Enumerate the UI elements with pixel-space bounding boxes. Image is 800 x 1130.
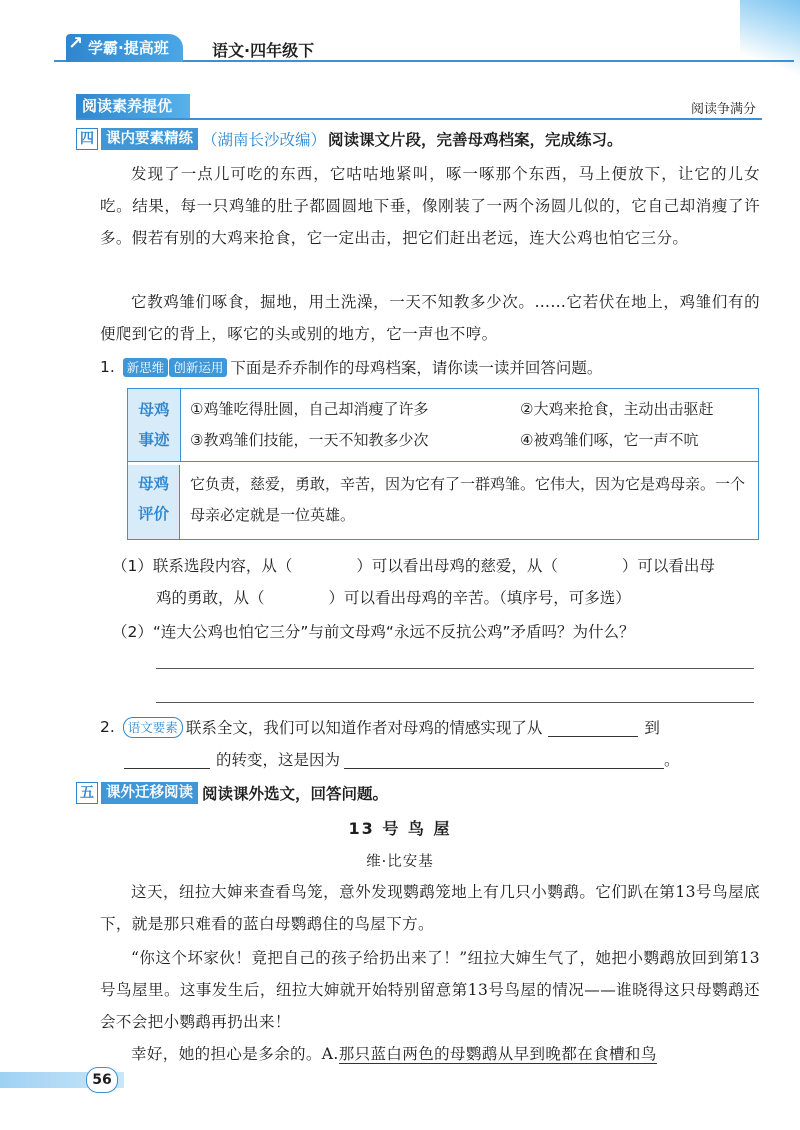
- tag-chinese-element: 语文要素: [123, 717, 183, 738]
- section-title: 阅读素养提优: [76, 94, 190, 118]
- fact-1: ①鸡雏吃得肚圆，自己却消瘦了许多: [190, 400, 429, 418]
- sub-question-1-text-c: ）可以看出母: [621, 557, 715, 575]
- series-logo: [66, 34, 183, 62]
- question-2-text-b: 到: [644, 719, 660, 737]
- answer-blank-to[interactable]: [124, 750, 210, 769]
- sub-question-2: （2）“连大公鸡也怕它三分”与前文母鸡“永远不反抗公鸡”矛盾吗？为什么？: [112, 623, 635, 641]
- part5-instruction: 阅读课外选文，回答问题。: [202, 785, 389, 803]
- sub-question-1-text-d: 鸡的勇敢，从（: [156, 589, 265, 607]
- page-number: 56: [86, 1067, 118, 1093]
- table-head-evaluation: 母鸡 评价: [128, 465, 180, 539]
- excerpt-paragraph-2: 它教鸡雏们啄食，掘地，用土洗澡，一天不知教多少次。……它若伏在地上，鸡雏们有的便爬到它的背上，啄它的头或别的地方，它一声也不哼。: [100, 293, 760, 343]
- tag-new-thinking: 新思维: [123, 358, 169, 377]
- part4-tag: 课内要素精练: [101, 128, 198, 150]
- table-head-deeds: 母鸡 事迹: [128, 395, 181, 461]
- part4-number: 四: [76, 128, 98, 150]
- question-1-number: 1.: [100, 358, 115, 376]
- part5-number: 五: [76, 782, 98, 804]
- arrow-icon: ↗: [68, 33, 84, 54]
- tag-creative-use: 创新运用: [169, 358, 227, 377]
- question-2-number: 2.: [100, 718, 115, 736]
- question-2-text-a: 联系全文，我们可以知道作者对母鸡的情感实现了从: [185, 719, 543, 737]
- story-underlined-sentence-a: 那只蓝白两色的母鹦鹉从早到晚都在食槽和鸟: [338, 1045, 657, 1063]
- table-evaluation-cell: 它负责，慈爱，勇敢，辛苦，因为它有了一群鸡雏。它伟大，因为它是鸡母亲。一个母亲必定就是一位英雄。: [190, 475, 746, 524]
- part4-source: （湖南长沙改编）: [202, 131, 327, 149]
- series-name: 学霸·提高班: [88, 39, 169, 57]
- part4-instruction: 阅读课文片段，完善母鸡档案，完成练习。: [328, 131, 623, 149]
- answer-line-1[interactable]: [156, 668, 754, 669]
- hen-profile-table: [127, 388, 759, 540]
- question-2-text-d: 。: [664, 751, 680, 769]
- question-1-text: 下面是乔乔制作的母鸡档案，请你读一读并回答问题。: [230, 359, 603, 377]
- table-deeds-cell: [190, 394, 750, 456]
- sub-question-1-line-1: [112, 554, 715, 576]
- answer-blank-reason[interactable]: [344, 750, 664, 769]
- sub-question-1-line-2: [156, 586, 631, 608]
- story-title: 13 号 鸟 屋: [348, 819, 452, 838]
- excerpt-paragraph-1: 发现了一点儿可吃的东西，它咕咕地紧叫，啄一啄那个东西，马上便放下，让它的儿女吃。结果，每一只鸡雏的肚子都圆圆地下垂，像刚装了一两个汤圆儿似的，它自己却消瘦了许多。假若有别的大鸡来抢食，它一定出击，把它们赶出老远，连大公鸡也怕它三分。: [100, 165, 760, 247]
- story-paragraph-2: “你这个坏家伙！竟把自己的孩子给扔出来了！”纽拉大婶生气了，她把小鹦鹉放回到第13号鸟屋里。这事发生后，纽拉大婶就开始特别留意第13号鸟屋的情况——谁晓得这只母鹦鹉还会不会把小鹦鹉再扔出来！: [100, 949, 760, 1031]
- part5-heading: [76, 782, 388, 804]
- part4-heading: [76, 128, 623, 150]
- table-row-divider: [128, 461, 758, 462]
- fact-3: ③教鸡雏们技能，一天不知教多少次: [190, 431, 429, 449]
- question-1: [100, 356, 602, 378]
- fact-4: ④被鸡雏们啄，它一声不吭: [520, 431, 699, 449]
- question-2-line-1: [100, 716, 660, 738]
- story-paragraph-3-text: 幸好，她的担心是多余的。A.: [131, 1045, 339, 1063]
- part5-tag: 课外迁移阅读: [101, 782, 198, 804]
- section-subtitle: 阅读争满分: [690, 102, 756, 117]
- fact-2: ②大鸡来抢食，主动出击驱赶: [520, 400, 714, 418]
- sub-question-1-text-b: ）可以看出母鸡的慈爱，从（: [356, 557, 558, 575]
- subject-grade: 语文·四年级下: [212, 41, 315, 60]
- story-paragraph-1: 这天，纽拉大婶来查看鸟笼，意外发现鹦鹉笼地上有几只小鹦鹉。它们趴在第13号鸟屋底下，就是那只难看的蓝白母鹦鹉住的鸟屋下方。: [100, 883, 760, 933]
- sub-question-1-text-e: ）可以看出母鸡的辛苦。（填序号，可多选）: [328, 589, 631, 607]
- sub-question-1-text-a: （1）联系选段内容，从（: [112, 557, 293, 575]
- question-2-line-2: [124, 748, 680, 770]
- answer-line-2[interactable]: [156, 702, 754, 703]
- answer-blank-from[interactable]: [548, 718, 638, 737]
- table-head-fill: [128, 389, 181, 395]
- question-2-text-c: 的转变，这是因为: [216, 751, 341, 769]
- story-author: 维·比安基: [366, 854, 434, 870]
- story-paragraph-3: [100, 1038, 760, 1070]
